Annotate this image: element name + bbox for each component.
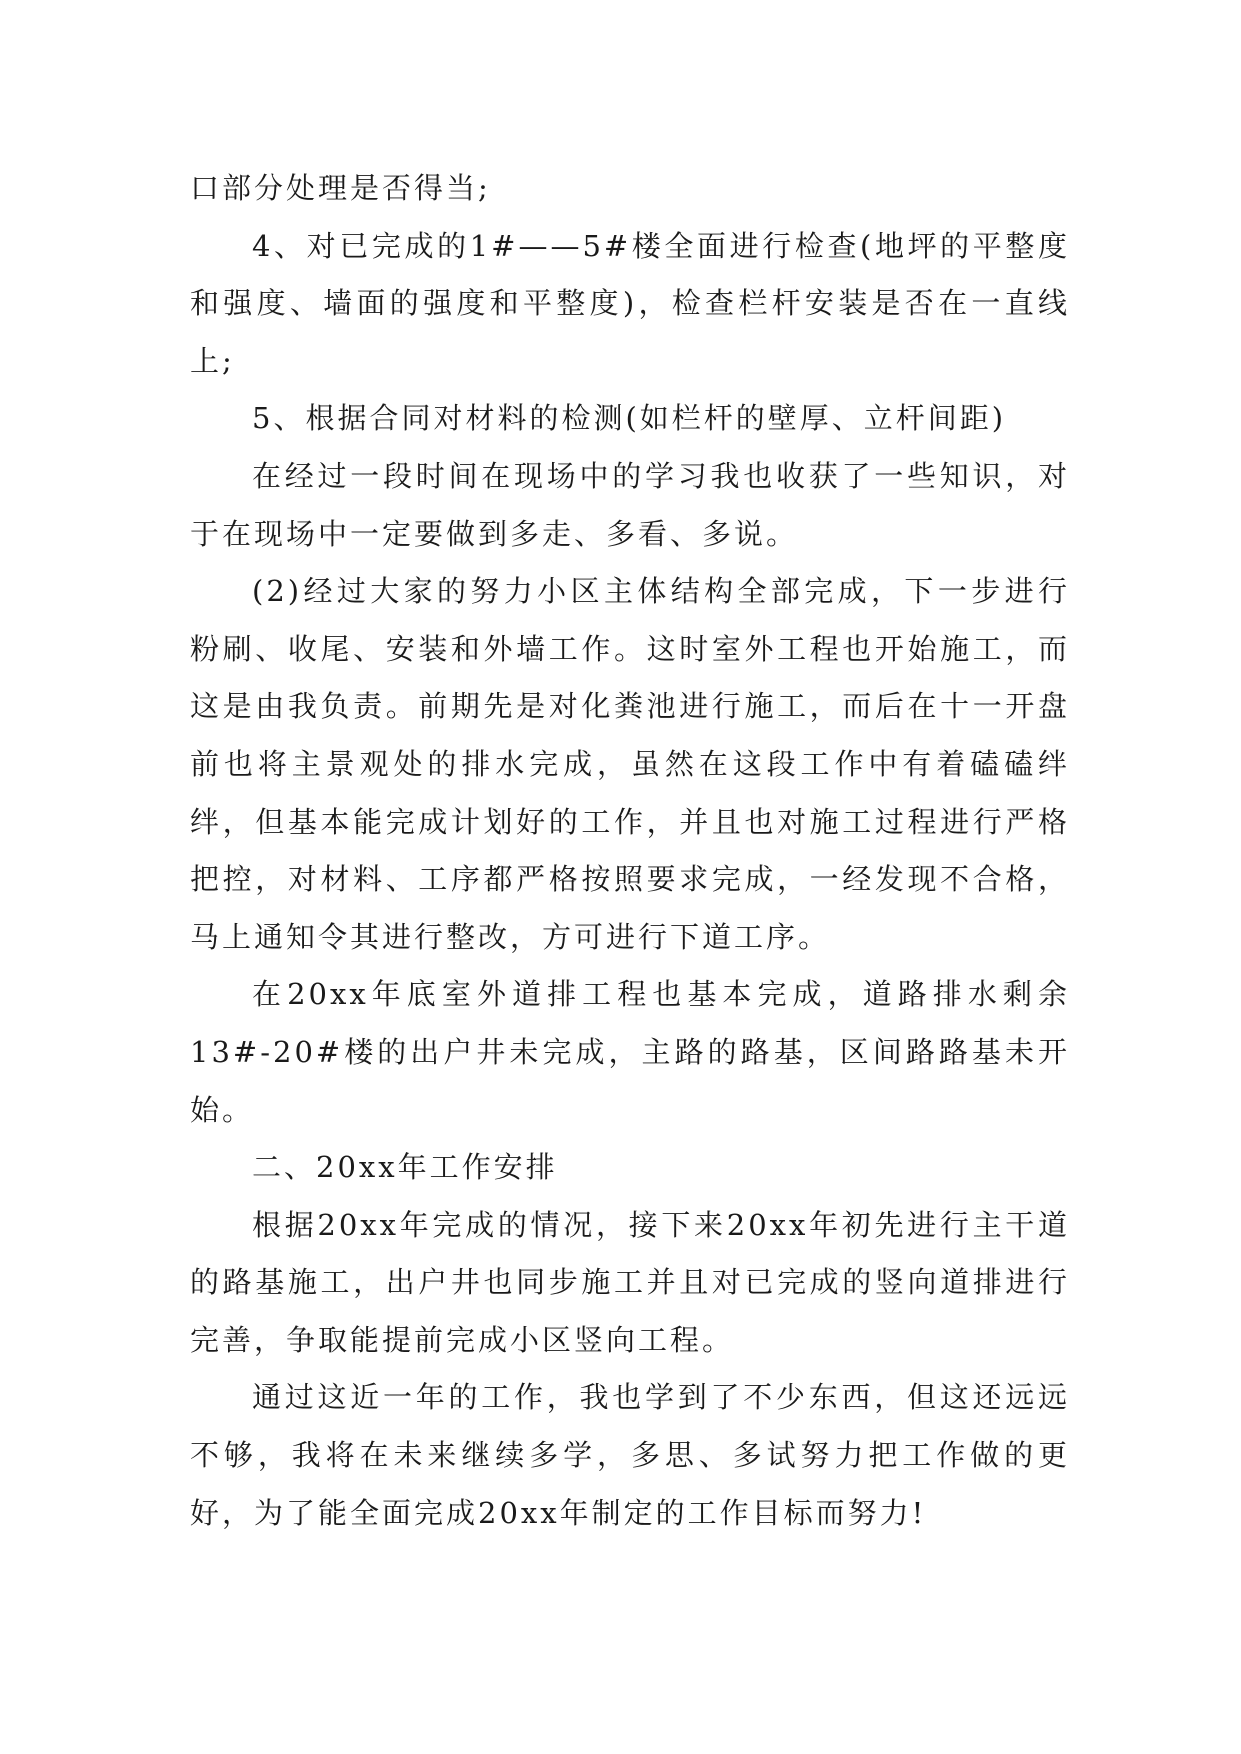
paragraph-item-5: 5、根据合同对材料的检测(如栏杆的壁厚、立杆间距) <box>252 401 1007 436</box>
document-body <box>190 160 1070 1542</box>
paragraph-progress: (2)经过大家的努力小区主体结构全部完成，下一步进行粉刷、收尾、安装和外墙工作。这时室外工程也开始施工，而这是由我负责。前期先是对化粪池进行施工，而后在十一开盘前也将主景观处的排水完成，虽然在这段工作中有着磕磕绊绊，但基本能完成计划好的工作，并且也对施工过程进行严格把控，对材料、工序都严格按照要求完成，一经发现不合格，马上通知令其进行整改，方可进行下道工序。 <box>190 574 1070 954</box>
paragraph-item-4: 4、对已完成的1#——5#楼全面进行检查(地坪的平整度和强度、墙面的强度和平整度)，检查栏杆安装是否在一直线上; <box>190 228 1070 378</box>
paragraph-conclusion: 通过这近一年的工作，我也学到了不少东西，但这还远远不够，我将在未来继续多学，多思、多试努力把工作做的更好，为了能全面完成20xx年制定的工作目标而努力! <box>190 1380 1070 1530</box>
paragraph-year-end: 在20xx年底室外道排工程也基本完成，道路排水剩余13#-20#楼的出户井未完成，主路的路基，区间路路基未开始。 <box>190 977 1070 1127</box>
paragraph-plan: 根据20xx年完成的情况，接下来20xx年初先进行主干道的路基施工，出户井也同步施工并且对已完成的竖向道排进行完善，争取能提前完成小区竖向工程。 <box>190 1207 1070 1357</box>
section-heading: 二、20xx年工作安排 <box>252 1150 558 1185</box>
paragraph-continuation: 口部分处理是否得当; <box>190 171 491 205</box>
paragraph-learning: 在经过一段时间在现场中的学习我也收获了一些知识，对于在现场中一定要做到多走、多看、多说。 <box>190 458 1070 551</box>
